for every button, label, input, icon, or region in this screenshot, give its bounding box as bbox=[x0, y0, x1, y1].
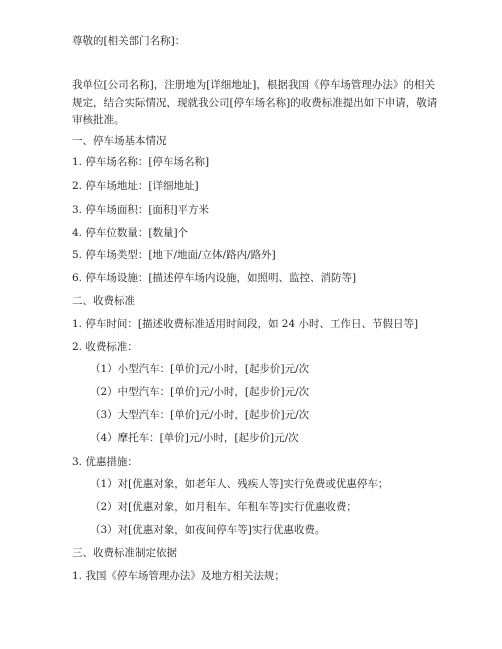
section-heading-basis: 三、收费标准制定依据 bbox=[72, 547, 177, 559]
section-heading-basic-info: 一、停车场基本情况 bbox=[72, 135, 167, 147]
discount-item: （2）对[优惠对象，如月租车、年租车等]实行优惠收费； bbox=[90, 501, 357, 513]
salutation: 尊敬的[相关部门名称]： bbox=[72, 35, 186, 47]
list-item: 1. 我国《停车场管理办法》及地方相关法规； bbox=[72, 570, 285, 582]
fee-item: （2）中型汽车：[单价]元/小时，[起步价]元/次 bbox=[90, 386, 310, 398]
fee-item: （3）大型汽车：[单价]元/小时，[起步价]元/次 bbox=[90, 409, 310, 421]
list-item: 4. 停车位数量：[数量]个 bbox=[72, 227, 189, 239]
discount-item: （3）对[优惠对象，如夜间停车等]实行优惠收费。 bbox=[90, 524, 326, 536]
fee-item: （4）摩托车：[单价]元/小时，[起步价]元/次 bbox=[90, 432, 299, 444]
list-item: 1. 停车时间：[描述收费标准适用时间段，如 24 小时、工作日、节假日等] bbox=[72, 318, 419, 330]
list-item: 3. 优惠措施： bbox=[72, 456, 138, 468]
list-item: 5. 停车场类型：[地下/地面/立体/路内/路外] bbox=[72, 249, 276, 261]
list-item: 3. 停车场面积：[面积]平方米 bbox=[72, 204, 210, 216]
list-item: 2. 停车场地址：[详细地址] bbox=[72, 180, 199, 192]
intro-paragraph: 我单位[公司名称]，注册地为[详细地址]，根据我国《停车场管理办法》的相关规定，结合实际情况，现就我公司[停车场名称]的收费标准提出如下申请，敬请审核批准。 bbox=[72, 79, 438, 126]
list-item: 2. 收费标准： bbox=[72, 341, 138, 353]
fee-item: （1）小型汽车：[单价]元/小时，[起步价]元/次 bbox=[90, 363, 310, 375]
section-heading-fee-standard: 二、收费标准 bbox=[72, 295, 135, 307]
list-item: 1. 停车场名称：[停车场名称] bbox=[72, 156, 210, 168]
list-item: 6. 停车场设施：[描述停车场内设施，如照明、监控、消防等] bbox=[72, 272, 357, 284]
discount-item: （1）对[优惠对象，如老年人、残疾人等]实行免费或优惠停车； bbox=[90, 478, 389, 490]
